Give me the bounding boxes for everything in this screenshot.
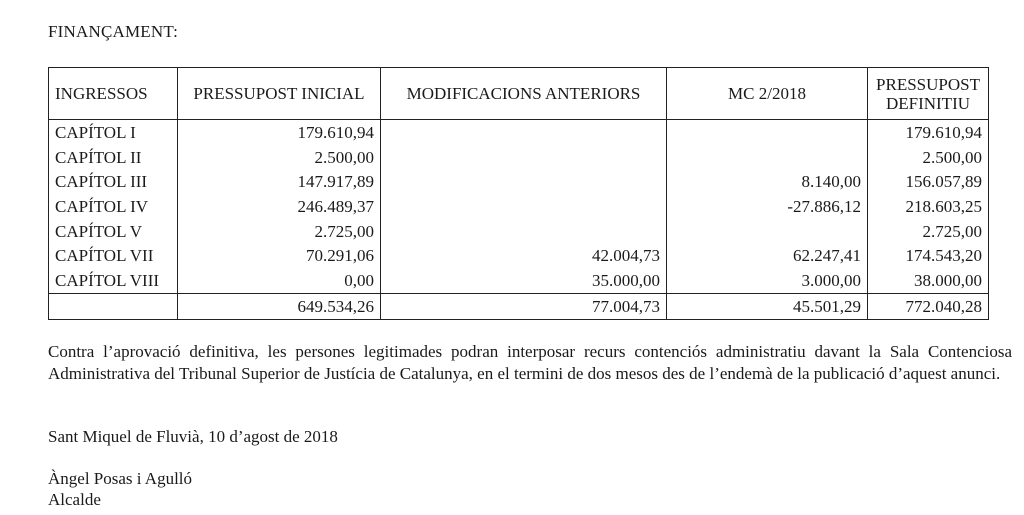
cell-mc <box>667 219 868 244</box>
cell-previous-mods <box>381 219 667 244</box>
appeal-paragraph: Contra l’aprovació definitiva, les persones legitimades podran interposar recurs contenciós administratiu davant la Sala Contenciosa Administrativa del Tribunal Superior de Justícia de Catalunya, en el termini de dos mesos des de l’endemà de la publicació d’aquest anunci. <box>48 342 1012 383</box>
header-modificacions-anteriors: MODIFICACIONS ANTERIORS <box>381 68 667 120</box>
cell-chapter: CAPÍTOL IV <box>49 195 178 220</box>
table-row <box>49 120 989 146</box>
cell-previous-mods: 35.000,00 <box>381 269 667 294</box>
cell-mc <box>667 146 868 171</box>
cell-final: 2.725,00 <box>868 219 989 244</box>
cell-initial: 147.917,89 <box>178 170 381 195</box>
cell-final: 179.610,94 <box>868 120 989 146</box>
cell-chapter: CAPÍTOL I <box>49 120 178 146</box>
total-previous-mods: 77.004,73 <box>381 294 667 320</box>
signatory-role: Alcalde <box>48 490 101 509</box>
table-row <box>49 146 989 171</box>
signatory-name: Àngel Posas i Agulló <box>48 469 193 488</box>
cell-initial: 246.489,37 <box>178 195 381 220</box>
cell-previous-mods <box>381 195 667 220</box>
cell-final: 38.000,00 <box>868 269 989 294</box>
cell-mc <box>667 120 868 146</box>
header-pressupost-inicial: PRESSUPOST INICIAL <box>178 68 381 120</box>
header-mc: MC 2/2018 <box>667 68 868 120</box>
table-row <box>49 219 989 244</box>
section-heading: FINANÇAMENT: <box>48 22 178 41</box>
table-row <box>49 269 989 294</box>
cell-mc: -27.886,12 <box>667 195 868 220</box>
total-final: 772.040,28 <box>868 294 989 320</box>
cell-chapter: CAPÍTOL V <box>49 219 178 244</box>
cell-initial: 2.725,00 <box>178 219 381 244</box>
cell-chapter: CAPÍTOL II <box>49 146 178 171</box>
financing-table <box>48 67 989 320</box>
cell-mc: 8.140,00 <box>667 170 868 195</box>
totals-row <box>49 294 989 320</box>
header-pressupost-definitiu: PRESSUPOST DEFINITIU <box>868 68 989 120</box>
cell-final: 156.057,89 <box>868 170 989 195</box>
total-initial: 649.534,26 <box>178 294 381 320</box>
cell-chapter: CAPÍTOL III <box>49 170 178 195</box>
header-ingressos: INGRESSOS <box>49 68 178 120</box>
cell-mc: 62.247,41 <box>667 244 868 269</box>
place-date: Sant Miquel de Fluvià, 10 d’agost de 2018 <box>48 427 338 446</box>
cell-initial: 70.291,06 <box>178 244 381 269</box>
table-row <box>49 244 989 269</box>
cell-previous-mods: 42.004,73 <box>381 244 667 269</box>
cell-initial: 179.610,94 <box>178 120 381 146</box>
cell-mc: 3.000,00 <box>667 269 868 294</box>
cell-previous-mods <box>381 170 667 195</box>
cell-previous-mods <box>381 146 667 171</box>
cell-final: 174.543,20 <box>868 244 989 269</box>
cell-previous-mods <box>381 120 667 146</box>
total-label-cell <box>49 294 178 320</box>
cell-initial: 2.500,00 <box>178 146 381 171</box>
cell-final: 2.500,00 <box>868 146 989 171</box>
table-header-row <box>49 68 989 120</box>
table-row <box>49 170 989 195</box>
total-mc: 45.501,29 <box>667 294 868 320</box>
cell-chapter: CAPÍTOL VII <box>49 244 178 269</box>
cell-initial: 0,00 <box>178 269 381 294</box>
cell-chapter: CAPÍTOL VIII <box>49 269 178 294</box>
cell-final: 218.603,25 <box>868 195 989 220</box>
table-row <box>49 195 989 220</box>
